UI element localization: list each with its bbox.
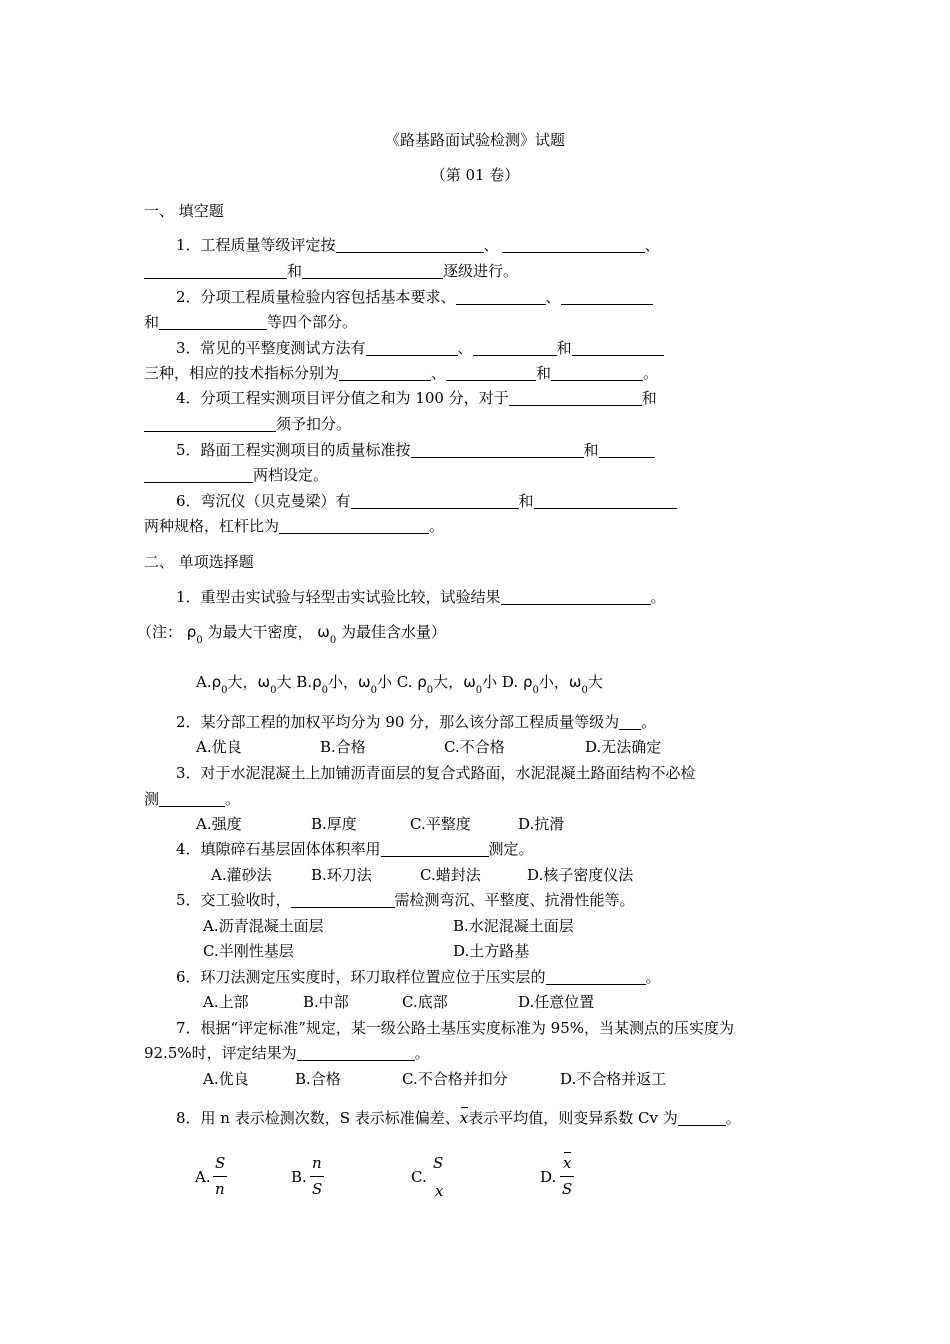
fill-q3-line2: 三种，相应的技术指标分别为 、 和 。: [144, 364, 659, 382]
answer-blank[interactable]: [546, 969, 646, 985]
option-c[interactable]: C. $\rho_0$大，$\omega_0$小: [396, 673, 498, 696]
answer-blank[interactable]: [456, 289, 546, 305]
answer-blank[interactable]: [302, 263, 443, 279]
choice-q6-option-c[interactable]: C.底部: [402, 993, 448, 1011]
choice-q1-stem: 1．重型击实试验与轻型击实试验比较，试验结果 。: [176, 588, 666, 606]
answer-blank[interactable]: [159, 314, 267, 330]
fill-q3-line1: 3．常见的平整度测试方法有 、 和: [176, 339, 664, 357]
x-bar-symbol: x: [459, 1109, 469, 1127]
choice-q5-option-c[interactable]: C.半刚性基层: [203, 942, 294, 960]
answer-blank[interactable]: [572, 340, 664, 356]
choice-q4-stem: 4．填隙碎石基层固体体积率用 测定。: [176, 840, 534, 858]
answer-blank[interactable]: [599, 442, 655, 458]
answer-blank[interactable]: [336, 237, 484, 253]
choice-q7-stem: 7．根据“评定标准”规定，某一级公路土基压实度标准为 95%，当某测点的压实度为: [176, 1019, 734, 1037]
choice-q2-option-a[interactable]: A.优良: [196, 738, 242, 756]
section-heading-single-choice: 二、 单项选择题: [144, 553, 254, 571]
choice-q7-option-d[interactable]: D.不合格并返工: [560, 1070, 667, 1088]
fill-q5-line1: 5．路面工程实测项目的质量标准按 和: [176, 441, 655, 459]
answer-blank[interactable]: [619, 714, 641, 730]
choice-q5-option-b[interactable]: B.水泥混凝土面层: [453, 917, 574, 935]
choice-q3-stem: 3．对于水泥混凝土上加铺沥青面层的复合式路面，水泥混凝土路面结构不必检: [176, 764, 696, 782]
choice-q3-option-c[interactable]: C.平整度: [410, 815, 471, 833]
section-heading-fill-blank: 一、 填空题: [144, 202, 224, 220]
choice-q4-option-c[interactable]: C.蜡封法: [420, 866, 481, 884]
fill-q4-line1: 4．分项工程实测项目评分值之和为 100 分，对于 和: [176, 389, 657, 407]
page-title: 《路基路面试验检测》试题: [384, 131, 565, 149]
answer-blank[interactable]: [411, 442, 584, 458]
choice-q8-option-a[interactable]: A. S n: [195, 1154, 226, 1198]
choice-q8-stem: 8．用 n 表示检测次数，S 表示标准偏差、x表示平均值，则变异系数 Cv 为 。: [176, 1109, 741, 1127]
answer-blank[interactable]: [291, 892, 395, 908]
choice-q2-stem: 2．某分部工程的加权平均分为 90 分，那么该分部工程质量等级为 。: [176, 713, 657, 731]
answer-blank[interactable]: [561, 289, 653, 305]
choice-q2-option-d[interactable]: D.无法确定: [585, 738, 662, 756]
choice-q3-option-b[interactable]: B.厚度: [311, 815, 357, 833]
choice-q3-option-a[interactable]: A.强度: [196, 815, 242, 833]
fill-q4-line2: 须予扣分。: [144, 415, 351, 433]
choice-q7-option-a[interactable]: A.优良: [203, 1070, 249, 1088]
choice-q5-option-d[interactable]: D.土方路基: [453, 942, 530, 960]
answer-blank[interactable]: [381, 841, 489, 857]
answer-blank[interactable]: [159, 791, 225, 807]
page-subtitle: （第 01 卷）: [430, 166, 520, 184]
choice-q5-stem: 5．交工验收时， 需检测弯沉、平整度、抗滑性能等。: [176, 891, 635, 909]
answer-blank[interactable]: [297, 1045, 415, 1061]
choice-q6-option-a[interactable]: A.上部: [203, 993, 249, 1011]
choice-q6-stem: 6．环刀法测定压实度时，环刀取样位置应位于压实层的 。: [176, 968, 661, 986]
answer-blank[interactable]: [551, 365, 643, 381]
fill-q1-line2: 和 逐级进行。: [144, 262, 518, 280]
choice-q3-option-d[interactable]: D.抗滑: [518, 815, 565, 833]
fill-q2-line1: 2．分项工程质量检验内容包括基本要求、 、: [176, 288, 653, 306]
answer-blank[interactable]: [144, 416, 276, 432]
answer-blank[interactable]: [144, 263, 287, 279]
choice-q7-option-c[interactable]: C.不合格并扣分: [402, 1070, 508, 1088]
choice-q7-option-b[interactable]: B.合格: [295, 1070, 341, 1088]
option-b[interactable]: $B.\rho_0$小，$\omega_0$小: [296, 673, 392, 696]
answer-blank[interactable]: [446, 365, 536, 381]
fill-q1-line1: 1．工程质量等级评定按 、 、: [176, 236, 660, 254]
choice-q2-option-c[interactable]: C.不合格: [444, 738, 505, 756]
answer-blank[interactable]: [366, 340, 458, 356]
answer-blank[interactable]: [534, 493, 677, 509]
choice-q1-options: [196, 673, 603, 696]
answer-blank[interactable]: [144, 467, 253, 483]
fill-q2-line2: 和 等四个部分。: [144, 313, 358, 331]
choice-q5-option-a[interactable]: A.沥青混凝土面层: [203, 917, 324, 935]
choice-q4-option-d[interactable]: D.核子密度仪法: [527, 866, 634, 884]
answer-blank[interactable]: [502, 237, 645, 253]
choice-q8-option-b[interactable]: B. n S: [291, 1154, 323, 1198]
choice-q8-option-c[interactable]: C. S x: [411, 1154, 444, 1200]
answer-blank[interactable]: [279, 518, 429, 534]
choice-q8-option-d[interactable]: D. x S: [540, 1154, 573, 1198]
choice-q3-stem2: 测 。: [144, 790, 241, 808]
answer-blank[interactable]: [473, 340, 557, 356]
answer-blank[interactable]: [351, 493, 519, 509]
answer-blank[interactable]: [678, 1110, 726, 1126]
choice-q7-stem2: 92.5%时，评定结果为 。: [144, 1044, 430, 1062]
choice-q4-option-a[interactable]: A.灌砂法: [211, 866, 272, 884]
choice-q1-note: （注： $\rho_0$ 为最大干密度， $\omega_0$ 为最佳含水量）: [137, 623, 447, 646]
choice-q6-option-b[interactable]: B.中部: [303, 993, 349, 1011]
option-d[interactable]: D. $\rho_0$小，$\omega_0$大: [501, 673, 603, 696]
choice-q2-option-b[interactable]: B.合格: [320, 738, 366, 756]
fill-q6-line2: 两种规格，杠杆比为 。: [144, 517, 445, 535]
option-a[interactable]: $A.\rho_0$大，$\omega_0$大: [196, 673, 292, 696]
answer-blank[interactable]: [501, 589, 651, 605]
fill-q5-line2: 两档设定。: [144, 466, 328, 484]
choice-q6-option-d[interactable]: D.任意位置: [518, 993, 595, 1011]
choice-q4-option-b[interactable]: B.环刀法: [311, 866, 372, 884]
answer-blank[interactable]: [339, 365, 431, 381]
answer-blank[interactable]: [509, 390, 642, 406]
fill-q6-line1: 6．弯沉仪（贝克曼梁）有 和: [176, 492, 677, 510]
